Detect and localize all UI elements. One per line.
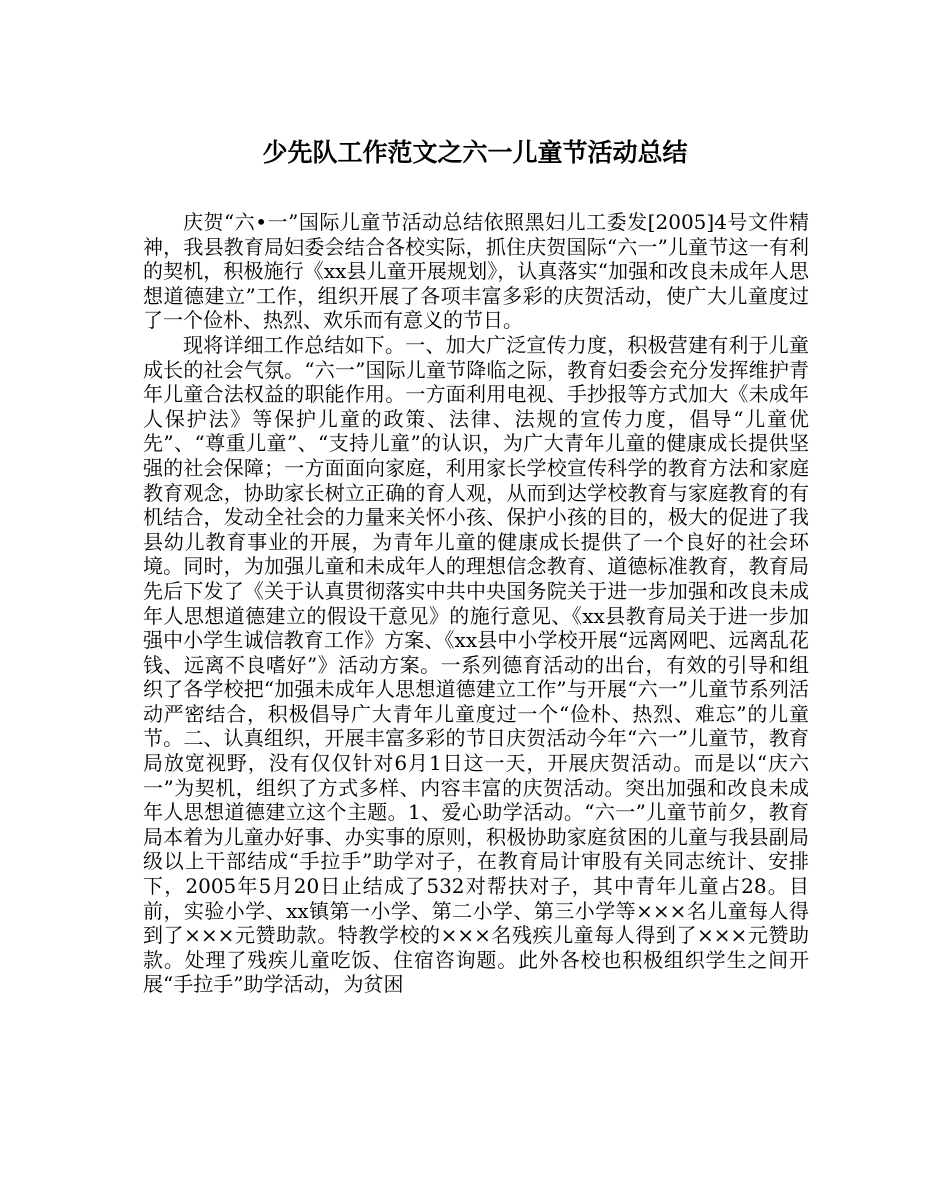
document-body [143, 210, 809, 997]
paragraph-details: 现将详细工作总结如下。一、加大广泛宣传力度，积极营建有利于儿童成长的社会气氛。“六一”国际儿童节降临之际，教育妇委会充分发挥维护青年儿童合法权益的职能作用。一方面利用电视、手抄报等方式加大《未成年人保护法》等保护儿童的政策、法律、法规的宣传力度，倡导“儿童优先”、“尊重儿童”、“支持儿童”的认识，为广大青年儿童的健康成长提供坚强的社会保障；一方面面向家庭，利用家长学校宣传科学的教育方法和家庭教育观念，协助家长树立正确的育人观，从而到达学校教育与家庭教育的有机结合，发动全社会的力量来关怀小孩、保护小孩的目的，极大的促进了我县幼儿教育事业的开展，为青年儿童的健康成长提供了一个良好的社会环境。同时，为加强儿童和未成年人的理想信念教育、道德标准教育，教育局先后下发了《关于认真贯彻落实中共中央国务院关于进一步加强和改良未成年人思想道德建立的假设干意见》的施行意见、《xx县教育局关于进一步加强中小学生诚信教育工作》方案、《xx县中小学校开展“远离网吧、远离乱花钱、远离不良嗜好”》活动方案。一系列德育活动的出台，有效的引导和组织了各学校把“加强未成年人思想道德建立工作”与开展“六一”儿童节系列活动严密结合，积极倡导广大青年儿童度过一个“俭朴、热烈、难忘”的儿童节。二、认真组织，开展丰富多彩的节日庆贺活动今年“六一”儿童节，教育局放宽视野，没有仅仅针对6月1日这一天，开展庆贺活动。而是以“庆六一”为契机，组织了方式多样、内容丰富的庆贺活动。突出加强和改良未成年人思想道德建立这个主题。1、爱心助学活动。“六一”儿童节前夕，教育局本着为儿童办好事、办实事的原则，积极协助家庭贫困的儿童与我县副局级以上干部结成“手拉手”助学对子，在教育局计审股有关同志统计、安排下，2005年5月20日止结成了532对帮扶对子，其中青年儿童占28。目前，实验小学、xx镇第一小学、第二小学、第三小学等×××名儿童每人得到了×××元赞助款。特教学校的×××名残疾儿童每人得到了×××元赞助款。处理了残疾儿童吃饭、住宿咨询题。此外各校也积极组织学生之间开展“手拉手”助学活动，为贫困 [143, 332, 809, 997]
paragraph-intro: 庆贺“六•一”国际儿童节活动总结依照黑妇儿工委发[2005]4号文件精神，我县教育局妇委会结合各校实际，抓住庆贺国际“六一”儿童节这一有利的契机，积极施行《xx县儿童开展规划》，认真落实“加强和改良未成年人思想道德建立”工作，组织开展了各项丰富多彩的庆贺活动，使广大儿童度过了一个俭朴、热烈、欢乐而有意义的节日。 [143, 210, 809, 333]
document-title: 少先队工作范文之六一儿童节活动总结 [262, 138, 688, 167]
